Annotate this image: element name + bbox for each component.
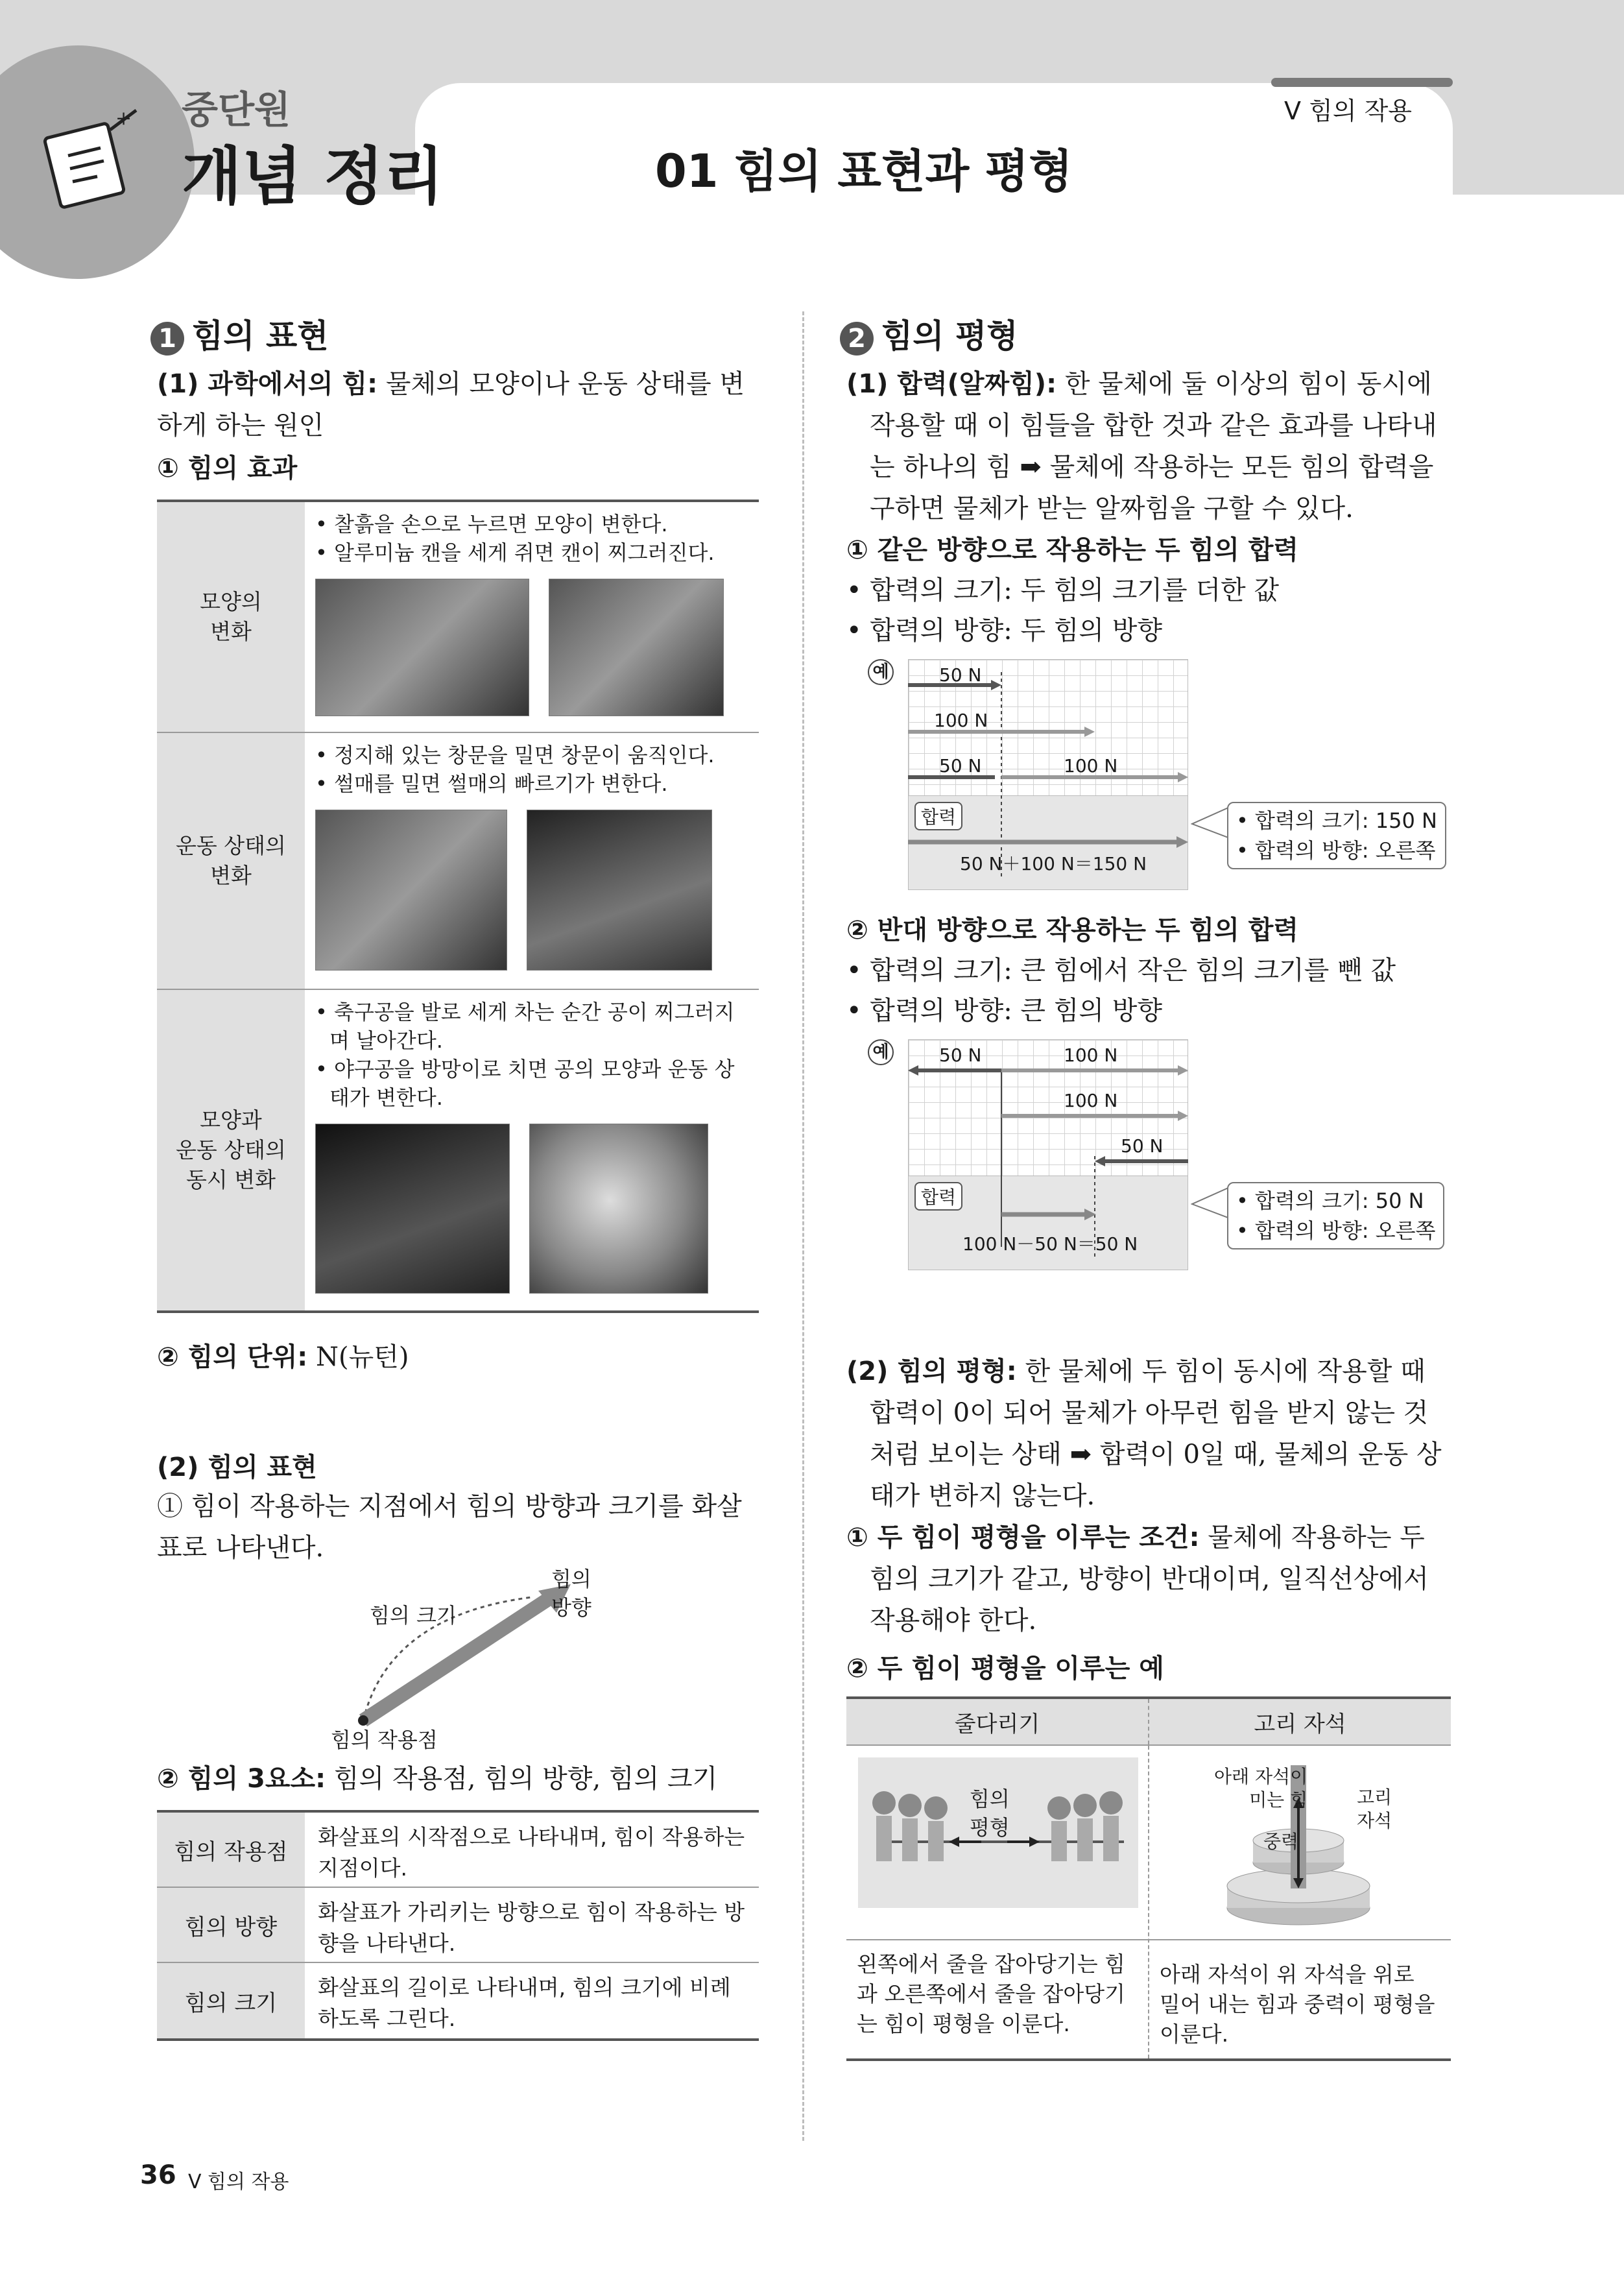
result-callout	[1227, 802, 1446, 869]
example-badge: 예	[868, 659, 894, 685]
three-elements-text: 힘의 작용점, 힘의 방향, 힘의 크기	[333, 1764, 718, 1794]
section-1-label: 힘의 표현	[192, 317, 329, 355]
arrow-label: 50 N	[939, 755, 982, 777]
net-force-definition	[846, 363, 1453, 529]
footer-unit: V 힘의 작용	[188, 2171, 289, 2193]
force-unit-lead: ② 힘의 단위:	[157, 1342, 308, 1372]
three-elements-lead: ② 힘의 3요소:	[157, 1764, 326, 1794]
effect-body	[305, 733, 759, 989]
sum-label: 50 N＋100 N＝150 N	[960, 853, 1147, 875]
arrow-label: 50 N	[939, 1044, 982, 1066]
clay-photo	[315, 579, 529, 716]
ring-magnet-text: 아래 자석이 위 자석을 위로 밀어 내는 힘과 중력이 평형을 이룬다.	[1160, 1962, 1435, 2047]
effect-head: 모양의 변화	[157, 502, 305, 732]
effect-head: 모양과 운동 상태의 동시 변화	[157, 990, 305, 1310]
ring-magnet-col	[1148, 1746, 1451, 2058]
opposite-direction-item: • 합력의 크기: 큰 힘에서 작은 힘의 크기를 뺀 값	[846, 956, 1396, 985]
elements-body: 화살표의 길이로 나타내며, 힘의 크기에 비례하도록 그린다.	[318, 1975, 731, 2031]
equilibrium-table-head	[846, 1699, 1451, 1746]
same-direction-item: • 합력의 방향: 두 힘의 방향	[846, 616, 1163, 645]
arrow-label: 100 N	[934, 710, 988, 731]
effect-item: • 축구공을 발로 세게 차는 순간 공이 찌그러지며 날아간다.	[315, 1000, 735, 1053]
lesson-title: 01 힘의 표현과 평형	[655, 145, 1073, 198]
examples-title: ② 두 힘이 평형을 이루는 예	[846, 1654, 1164, 1683]
photos	[315, 810, 748, 971]
effect-body	[305, 502, 759, 732]
arrow-label: 50 N	[1121, 1135, 1164, 1157]
elements-head: 힘의 방향	[157, 1888, 305, 1962]
unit-tab-line	[1271, 78, 1453, 87]
page-number: 36	[140, 2160, 176, 2190]
equilibrium-text: 한 물체에 두 힘이 동시에 작용할 때 합력이 0이 되어 물체가 아무런 힘을 받지 않는 것처럼 보이는 상태 ➡ 합력이 0일 때, 물체의 운동 상태가 변하지 않는다.	[870, 1357, 1442, 1511]
opposite-direction-title: ② 반대 방향으로 작용하는 두 힘의 합력	[846, 915, 1299, 945]
elements-row	[157, 1888, 759, 1963]
sled-photo	[527, 810, 712, 971]
can-photo	[549, 579, 724, 716]
net-force-tag: 합력	[914, 1182, 962, 1211]
column-divider	[802, 311, 804, 2141]
window-photo	[315, 810, 507, 971]
mid-unit-big: 개념 정리	[182, 140, 444, 213]
effect-body	[305, 990, 759, 1310]
effect-table	[157, 500, 759, 1313]
representation-title: (2) 힘의 표현	[157, 1453, 317, 1482]
equilibrium-lead: (2) 힘의 평형:	[846, 1357, 1017, 1386]
tug-equilibrium-label: 힘의 평형	[970, 1787, 1010, 1840]
force-definition-lead: (1) 과학에서의 힘:	[157, 369, 378, 399]
arrow-label: 100 N	[1064, 1044, 1118, 1066]
baseball-photo	[529, 1124, 708, 1294]
section-2-number: 2	[840, 322, 874, 356]
elements-row	[157, 1813, 759, 1888]
sum-label: 100 N－50 N＝50 N	[962, 1233, 1138, 1255]
callout-pointer	[1191, 798, 1230, 850]
mid-unit-small: 중단원	[182, 88, 291, 132]
opposite-direction-item: • 합력의 방향: 큰 힘의 방향	[846, 996, 1163, 1026]
effect-title: ① 힘의 효과	[157, 453, 298, 483]
arrow-dir-label: 힘의 방향	[551, 1567, 591, 1620]
same-direction-item: • 합력의 크기: 두 힘의 크기를 더한 값	[846, 575, 1280, 605]
arrow-label: 50 N	[939, 664, 982, 686]
effect-item: • 정지해 있는 창문을 밀면 창문이 움직인다.	[315, 743, 715, 767]
effect-row	[157, 733, 759, 990]
tug-of-war-illustration	[846, 1746, 1148, 1940]
elements-body: 화살표가 가리키는 방향으로 힘이 작용하는 방향을 나타낸다.	[318, 1900, 745, 1956]
callout-line: • 합력의 크기: 150 N	[1236, 808, 1437, 833]
effect-item: • 알루미늄 캔을 세게 쥐면 캔이 찌그러진다.	[315, 540, 715, 565]
magnet-gravity-label: 중력	[1263, 1831, 1299, 1852]
condition-text: 물체에 작용하는 두 힘의 크기가 같고, 방향이 반대이며, 일직선상에서 작용해야 한다.	[870, 1523, 1429, 1635]
net-force-lead: (1) 합력(알짜힘):	[846, 369, 1057, 399]
condition-lead: ① 두 힘이 평형을 이루는 조건:	[846, 1523, 1200, 1552]
three-elements	[157, 1758, 717, 1800]
equilibrium-table-body	[846, 1746, 1451, 2058]
magnet-push-label: 아래 자석이 미는 힘	[1214, 1766, 1308, 1811]
callout-line: • 합력의 크기: 50 N	[1236, 1188, 1424, 1213]
example-badge: 예	[868, 1039, 894, 1065]
photos	[315, 1124, 748, 1294]
force-unit	[157, 1336, 409, 1378]
net-force-tag: 합력	[914, 802, 962, 830]
svg-text:+: +	[115, 107, 132, 130]
effect-item: • 야구공을 방망이로 치면 공의 모양과 운동 상태가 변한다.	[315, 1057, 735, 1110]
equilibrium-definition	[846, 1351, 1453, 1517]
callout-pointer	[1191, 1178, 1230, 1230]
force-definition	[157, 363, 760, 446]
callout-line: • 합력의 방향: 오른쪽	[1236, 1218, 1436, 1243]
net-force-text: 한 물체에 둘 이상의 힘이 동시에 작용할 때 이 힘들을 합한 것과 같은 효과를 나타내는 하나의 힘 ➡ 물체에 작용하는 모든 힘의 합력을 구하면 물체가 받는 알짜힘을 구할 수 있다.	[870, 369, 1437, 524]
section-2-label: 힘의 평형	[881, 317, 1018, 355]
force-unit-text: N(뉴턴)	[316, 1342, 409, 1372]
elements-body: 화살표의 시작점으로 나타내며, 힘이 작용하는 지점이다.	[318, 1824, 745, 1881]
arrow-point-label: 힘의 작용점	[331, 1728, 438, 1752]
elements-table	[157, 1810, 759, 2041]
effect-head: 운동 상태의 변화	[157, 733, 305, 989]
section-1-number: 1	[150, 322, 184, 356]
ring-magnet-label: 고리 자석	[1357, 1787, 1392, 1831]
callout-line: • 합력의 방향: 오른쪽	[1236, 838, 1436, 863]
effect-row	[157, 502, 759, 733]
same-direction-title: ① 같은 방향으로 작용하는 두 힘의 합력	[846, 535, 1299, 565]
arrow-size-label: 힘의 크기	[370, 1603, 457, 1628]
note-icon	[39, 104, 149, 214]
elements-row	[157, 1963, 759, 2038]
force-definition-text: 물체의 모양이나 운동 상태를 변하게 하는 원인	[157, 369, 745, 440]
effect-row	[157, 990, 759, 1310]
elements-head: 힘의 크기	[157, 1963, 305, 2038]
photos	[315, 579, 748, 716]
effect-item: • 찰흙을 손으로 누르면 모양이 변한다.	[315, 512, 668, 537]
head-ring-magnet: 고리 자석	[1148, 1699, 1451, 1744]
ring-magnet-illustration	[1149, 1746, 1451, 1940]
tug-of-war-text: 왼쪽에서 줄을 잡아당기는 힘과 오른쪽에서 줄을 잡아당기는 힘이 평형을 이룬다.	[857, 1951, 1126, 2036]
section-1-title	[150, 310, 329, 357]
representation-text: ① 힘이 작용하는 지점에서 힘의 방향과 크기를 화살표로 나타낸다.	[157, 1491, 742, 1563]
result-callout	[1227, 1182, 1444, 1249]
equilibrium-table	[846, 1696, 1451, 2061]
section-2-title	[840, 310, 1018, 357]
soccer-photo	[315, 1124, 510, 1294]
head-tug-of-war: 줄다리기	[954, 1711, 1040, 1737]
elements-head: 힘의 작용점	[157, 1813, 305, 1887]
arrow-label: 100 N	[1064, 1090, 1118, 1111]
tug-of-war-col	[846, 1746, 1148, 2058]
unit-label: V 힘의 작용	[1284, 97, 1412, 125]
equilibrium-condition	[846, 1517, 1453, 1641]
effect-item: • 썰매를 밀면 썰매의 빠르기가 변한다.	[315, 771, 668, 796]
arrow-label: 100 N	[1064, 755, 1118, 777]
